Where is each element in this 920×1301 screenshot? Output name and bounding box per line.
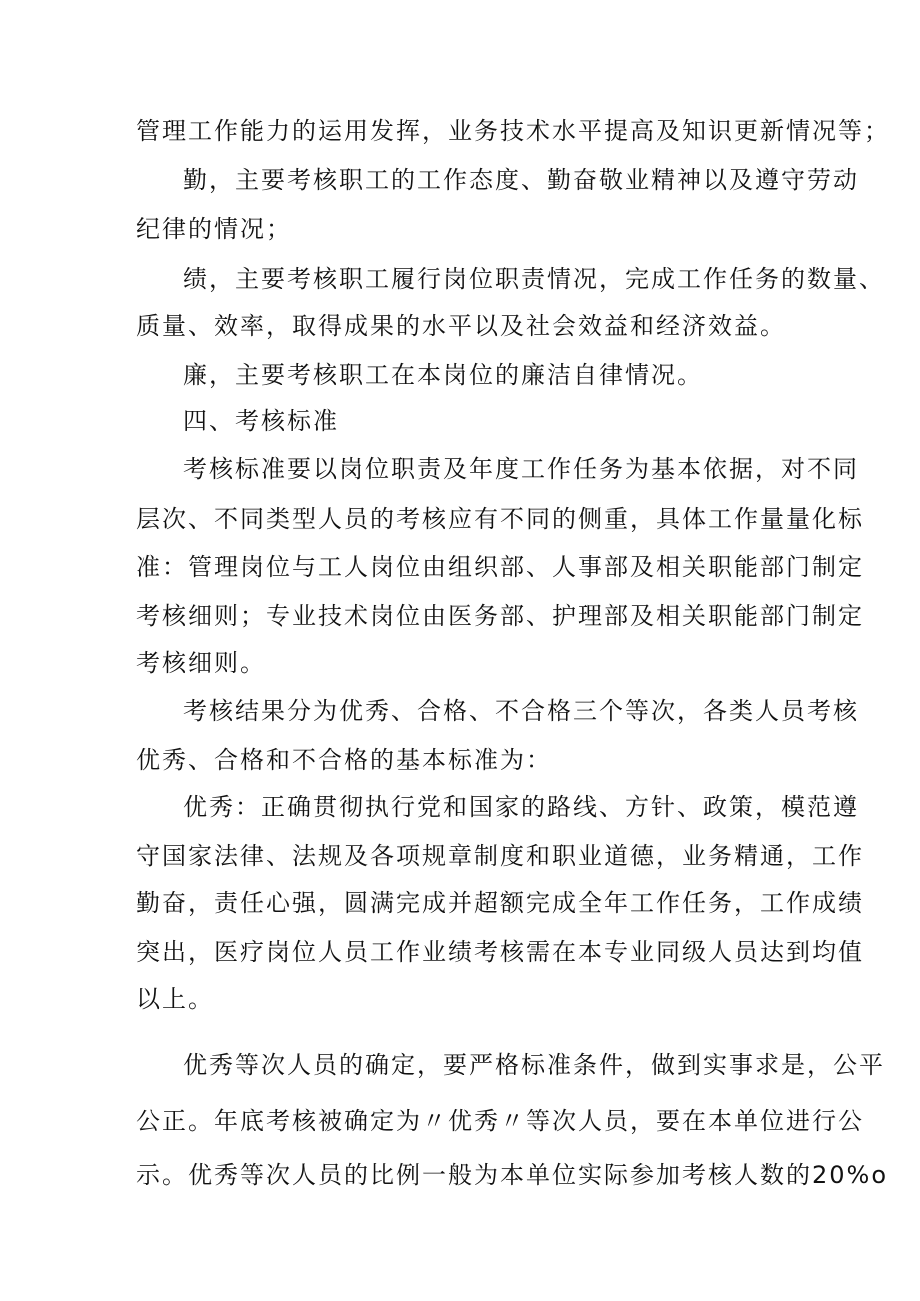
text-line: 勤，主要考核职工的工作态度、勤奋敬业精神以及遵守劳动 xyxy=(183,166,859,194)
text-line: 准：管理岗位与工人岗位由组织部、人事部及相关职能部门制定 xyxy=(136,553,864,581)
text-line: 守国家法律、法规及各项规章制度和职业道德，业务精通，工作 xyxy=(136,842,864,870)
text-line: 优秀、合格和不合格的基本标准为： xyxy=(136,746,552,774)
text-line: 考核标准要以岗位职责及年度工作任务为基本依据，对不同 xyxy=(183,455,859,483)
text-line: 勤奋，责任心强，圆满完成并超额完成全年工作任务，工作成绩 xyxy=(136,889,864,917)
text-line: 质量、效率，取得成果的水平以及社会效益和经济效益。 xyxy=(136,312,786,340)
text-line: 示。优秀等次人员的比例一般为本单位实际参加考核人数的20%o xyxy=(136,1161,889,1189)
text-line: 优秀等次人员的确定，要严格标准条件，做到实事求是，公平 xyxy=(183,1051,885,1079)
text-line: 考核细则；专业技术岗位由医务部、护理部及相关职能部门制定 xyxy=(136,602,864,630)
text-line: 绩，主要考核职工履行岗位职责情况，完成工作任务的数量、 xyxy=(183,265,885,293)
text-line: 层次、不同类型人员的考核应有不同的侧重，具体工作量量化标 xyxy=(136,505,864,533)
text-line: 纪律的情况； xyxy=(136,215,292,243)
text-line: 管理工作能力的运用发挥，业务技术水平提高及知识更新情况等； xyxy=(136,117,890,145)
text-line: 公正。年底考核被确定为〃优秀〃等次人员，要在本单位进行公 xyxy=(136,1107,864,1135)
section-heading: 四、考核标准 xyxy=(183,407,339,435)
text-line: 考核细则。 xyxy=(136,649,266,677)
text-line: 优秀：正确贯彻执行党和国家的路线、方针、政策，模范遵 xyxy=(183,793,859,821)
text-line: 廉，主要考核职工在本岗位的廉洁自律情况。 xyxy=(183,361,703,389)
text-line: 以上。 xyxy=(136,985,214,1013)
text-line: 突出，医疗岗位人员工作业绩考核需在本专业同级人员达到均值 xyxy=(136,938,864,966)
text-line: 考核结果分为优秀、合格、不合格三个等次，各类人员考核 xyxy=(183,697,859,725)
